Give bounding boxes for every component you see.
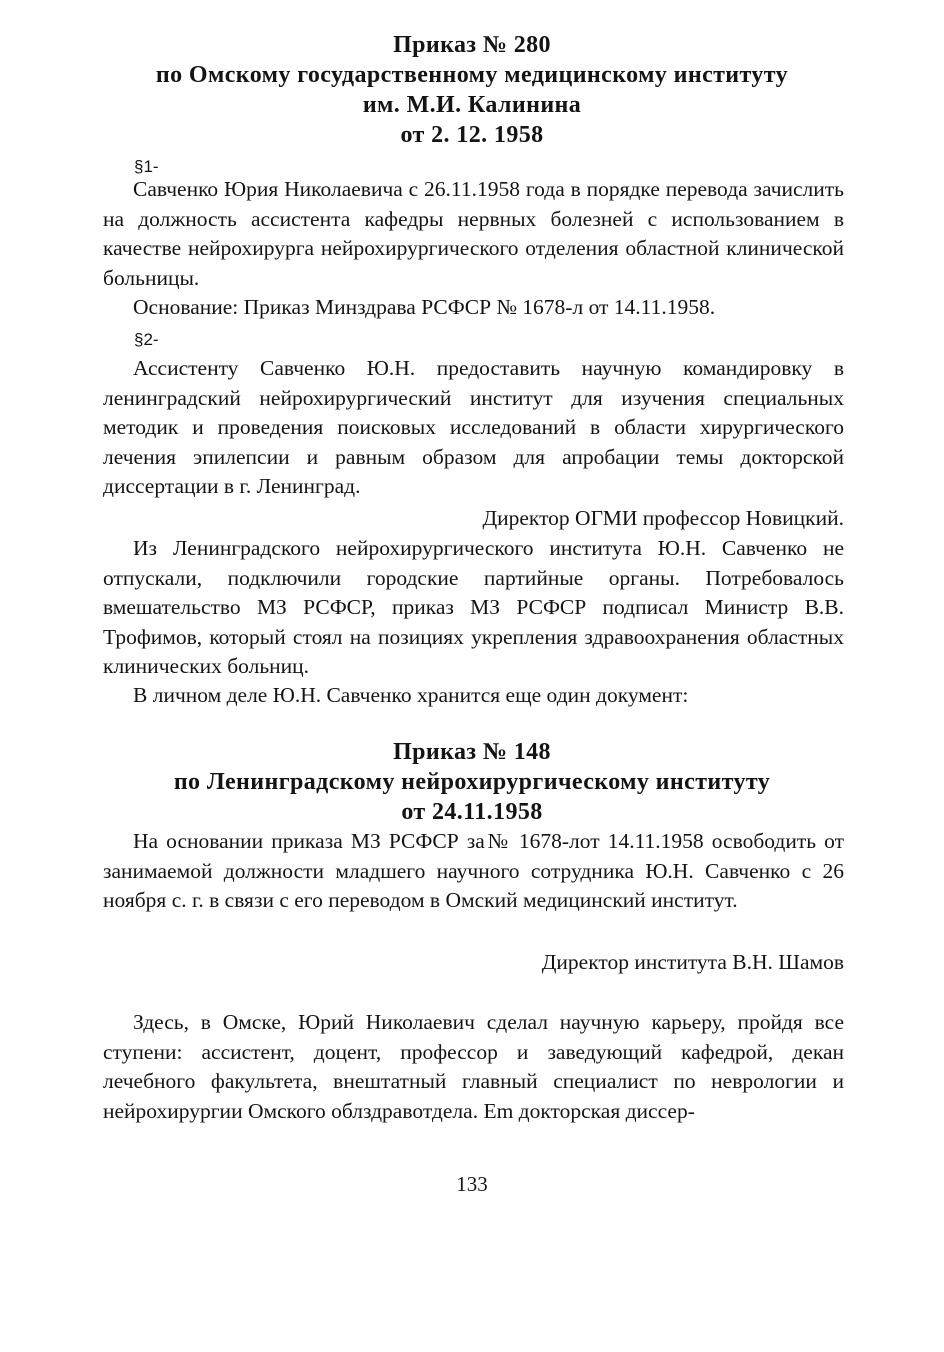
order-148-title: Приказ № 148 <box>393 739 551 765</box>
order-280-signature: Директор ОГМИ профессор Новицкий. <box>482 506 844 530</box>
narrative-paragraph-3: Здесь, в Омске, Юрий Николаевич сделал научную карьеру, пройдя все ступени: ассистент, доцент, профессор и заведующий кафедрой, декан лечебного факультета, внештатный главный специалист по неврологии и нейрохирургии Омского облздравотдела. Em докторская диссер- <box>103 1010 844 1123</box>
order-280-heading <box>0 30 944 150</box>
order-280-basis: Основание: Приказ Минздрава РСФСР № 1678-л от 14.11.1958. <box>133 295 716 319</box>
order-280-institution: по Омскому государственному медицинскому институту <box>155 62 789 88</box>
order-280-date: от 2. 12. 1958 <box>400 122 544 148</box>
page-number: 133 <box>456 1172 488 1196</box>
section-1-mark: §1- <box>134 157 159 176</box>
order-148-heading <box>0 737 944 827</box>
order-148-text: На основании приказа МЗ РСФСР за№ 1678-лот 14.11.1958 освободить от занимаемой должности младшего научного сотрудника Ю.Н. Савченко с 26 ноября с. г. в связи с его переводом в Омский медицинский институт. <box>103 829 844 912</box>
section-1-text: Савченко Юрия Николаевича с 26.11.1958 года в порядке перевода зачислить на должность ассистента кафедры нервных болезней с использованием в качестве нейрохирурга нейрохирургического отделения областной клинической больницы. <box>103 177 844 290</box>
order-148-date: от 24.11.1958 <box>401 799 543 825</box>
order-280-title: Приказ № 280 <box>393 32 551 58</box>
narrative-paragraph-1: Из Ленинградского нейрохирургического института Ю.Н. Савченко не отпускали, подключили городские партийные органы. Потребовалось вмешательство МЗ РСФСР, приказ МЗ РСФСР подписал Министр В.В. Трофимов, который стоял на позициях укрепления здравоохранения областных клинических больниц. <box>103 536 844 678</box>
order-280-institution-name: им. М.И. Калинина <box>362 92 582 118</box>
order-148-signature: Директор института В.Н. Шамов <box>541 950 844 974</box>
section-2-text: Ассистенту Савченко Ю.Н. предоставить научную командировку в ленинградский нейрохирургический институт для изучения специальных методик и проведения поисковых исследований в области хирургического лечения эпилепсии и равным образом для апробации темы докторской диссертации в г. Ленинград. <box>103 356 844 498</box>
order-148-institution: по Ленинградскому нейрохирургическому институту <box>173 769 771 795</box>
section-2-mark: §2- <box>134 330 159 349</box>
narrative-paragraph-2: В личном деле Ю.Н. Савченко хранится еще один документ: <box>133 683 689 707</box>
